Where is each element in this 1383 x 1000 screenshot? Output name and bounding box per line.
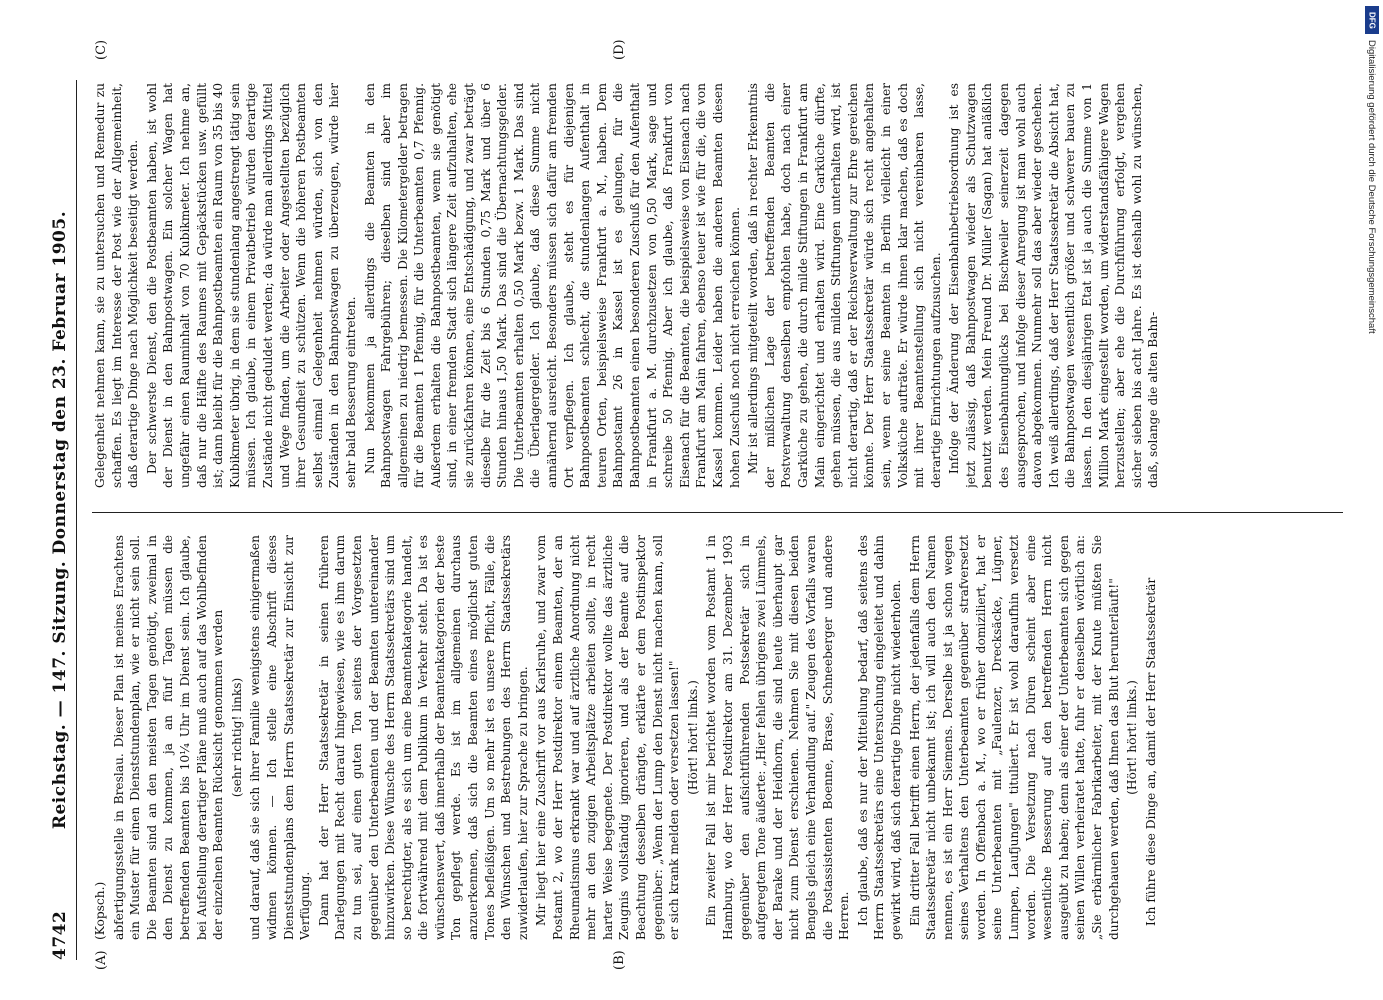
paragraph: Ich glaube, daß es nur der Mitteilung bedarf, daß seitens des Herrn Staatssekretärs eine Untersuchung eingeleitet und dahin gewirkt wird, daß sich derartige Dinge nicht wiederholen. — [855, 535, 903, 940]
margin-mark-b: (B) — [612, 950, 627, 970]
paragraph: Ich führe diese Dinge an, damit der Herr Staatssekretär — [1143, 577, 1158, 926]
paragraph: Infolge der Änderung der Eisenbahnbetriebsordnung ist es jetzt zulässig, daß Bahnpostwagen wieder als Schutzwagen benutzt werden. Mein Freund Dr. Müller (Sagan) hat anläßlich des Eisenbahnunglücks bei Bischweiler seinerzeit dagegen ausgesprochen, und infolge dieser Anregung ist man wohl auch davon abgekommen. Nunmehr soll das aber wieder geschehen. Ich weiß allerdings, daß der Herr Staatssekretär die Absicht hat, die Bahnpostwagen wesentlich größer und schwerer bauen zu lassen. In den diesjährigen Etat ist ja auch die Summe von 1 Million Mark eingestellt worden, um widerstandsfähigere Wagen herzustellen; aber ehe die Durchführung erfolgt, vergehen sicher sieben bis acht Jahre. Es ist deshalb wohl zu wünschen, daß, solange die alten Bahn- — [947, 83, 1161, 488]
paragraph: Nun bekommen ja allerdings die Beamten in den Bahnpostwagen Fahrgebühren; dieselben sind aber im allgemeinen zu niedrig bemessen. Die Kilometergelder betragen für die Beamten 1 Pfennig, für die Unterbeamten 0,7 Pfennig. Außerdem erhalten die Bahnpostbeamten, wenn sie genötigt sind, in einer fremden Stadt sich längere Zeit aufzuhalten, ehe sie zurückfahren können, eine Entschädigung, und zwar beträgt dieselbe für die Zeit bis 6 Stunden 0,75 Mark und über 6 Stunden hinaus 1,50 Mark. Das sind die Übernachtungsgelder. Die Unterbeamten erhalten 0,50 Mark bezw. 1 Mark. Das sind die Überlagergelder. Ich glaube, daß diese Summe nicht annähernd ausreicht. Besonders müssen sich dafür am fremden Ort verpflegen. Ich glaube, steht es für diejenigen Bahnpostbeamten schlecht, die stundenlangen Aufenthalt in teuren Orten, beispielsweise Frankfurt a. M., haben. Dem Bahnpostamt 26 in Kassel ist es gelungen, für die Bahnpostbeamten einen besonderen Zuschuß für den Aufenthalt in Frankfurt a. M. durchzusetzen von 0,50 Mark, sage und schreibe 50 Pfennig. Aber ich glaube, daß Frankfurt von Eisenach für die Beamten, die beispielsweise von Eisenach nach Frankfurt am Main fahren, ebenso teuer ist wie für die, die von Kassel kommen. Leider haben die anderen Beamten diesen hohen Zuschuß noch nicht erreichen können. — [362, 83, 742, 488]
speaker-name: (Kopsch.) — [93, 881, 107, 940]
column-divider — [92, 512, 1343, 513]
paragraph: Ein dritter Fall betrifft einen Herrn, der jedenfalls dem Herrn Staatssekretär nicht unbekannt ist; ich will auch den Namen nennen, es ist ein Herr Siemens. Derselbe ist ja schon wegen seines Verhaltens den Unterbeamten gegenüber strafversetzt worden. In Offenbach a. M., wo er früher domiziliert, hat er seine Unterbeamten mit „Faulenzer, Drecksäcke, Lügner, Lumpen, Laufjungen" tituliert. Er ist wohl daraufhin versetzt worden. Die Versetzung nach Düren scheint aber eine wesentliche Besserung auf den betreffenden Herrn nicht ausgeübt zu haben; denn als einer der Unterbeamten sich gegen seinen Willen verheiratet hatte, fuhr er denselben wörtlich an: „Sie erbärmlicher Fabrikarbeiter, mit der Knute müßten Sie durchgehauen werden, daß Ihnen das Blut herunterläuft!" — [907, 535, 1121, 940]
margin-mark-a: (A) — [94, 950, 109, 970]
left-column — [92, 535, 1341, 940]
interjection: (sehr richtig! links) — [229, 677, 244, 798]
rotated-page — [0, 40, 1383, 1000]
paragraph: Gelegenheit nehmen kann, sie zu untersuchen und Remedur zu schaffen. Es liegt im Interesse der Post wie der Allgemeinheit, daß derartige Dinge nach Möglichkeit beseitigt werden. — [93, 83, 141, 488]
credit-text: Digitalisierung gefördert durch die Deutsche Forschungsgemeinschaft — [1366, 40, 1377, 334]
paragraph: Mir liegt hier eine Zuschrift vor aus Karlsruhe, und zwar vom Postamt 2, wo der Herr Postdirektor einem Beamten, der an Rheumatismus erkrankt war und auf ärztliche Anordnung nicht mehr an den zugigen Arbeitsplätze arbeiten sollte, in recht harter Weise begegnete. Der Postdirektor wollte das ärztliche Zeugnis vollständig ignorieren, und als der Beamte auf die Beachtung desselben drängte, erklärte er dem Postinspektor gegenüber: „Wenn der Lump den Dienst nicht machen kann, soll er sich krank melden oder versetzen lassen!" — [534, 535, 682, 940]
header-title: Reichstag. — 147. Sitzung. Donnerstag den 23. Februar 1905. — [50, 210, 70, 830]
margin-mark-c: (C) — [94, 39, 109, 60]
paragraph: Mir ist allerdings mitgeteilt worden, daß in rechter Erkenntnis der mißlichen Lage der betreffenden Beamten die Postverwaltung denselben empfohlen habe, doch nach einer Garküche zu gehen, die durch milde Stiftungen in Frankfurt am Main eingerichtet und erhalten wird. Eine Garküche dürfte, gehen müssen, die aus milden Stiftungen unterhalten wird, ist nicht derartig, daß er der Reichsverwaltung zur Ehre gereichen könnte. Der Herr Staatssekretär würde sich recht angehalten sein, wenn er seine Beamten in Berlin vielleicht in einer Volksküche aufträte. Er würde ihnen klar machen, daß es doch mit ihrer Beamtenstellung sich nicht vereinbaren lasse, derartige Einrichtungen aufzusuchen. — [746, 83, 943, 488]
paragraph: Dann hat der Herr Staatssekretär in seinen früheren Darlegungen mit Recht darauf hingewiesen, wie es ihm darum zu tun sei, auf einen guten Ton seitens der Vorgesetzten gegenüber den Unterbeamten und der Beamten untereinander hinzuwirken. Diese Wünsche des Herrn Staatssekretärs sind um so berechtigter, als es sich um eine Beamtenkategorie handelt, die fortwährend mit dem Publikum in Verkehr steht. Da ist es wünschenswert, daß innerhalb der Beamtenkategorien der beste Ton gepflegt werde. Es ist im allgemeinen durchaus anzuerkennen, daß sich die Beamten eines möglichst guten Tones befleißigen. Um so mehr ist es unsere Pflicht, Fälle, die den Wünschen und Bestrebungen des Herrn Staatssekretärs zuwiderlaufen, hier zur Sprache zu bringen. — [316, 535, 530, 940]
paragraph: und darauf, daß sie sich ihrer Familie wenigstens einigermaßen widmen können. — Ich stelle eine Abschrift dieses Dienststundenplans dem Herrn Staatssekretär zur Einsicht zur Verfügung. — [248, 535, 313, 940]
page-header — [44, 80, 77, 960]
paragraph: Ein zweiter Fall ist mir berichtet worden vom Postamt 1 in Hamburg, wo der Herr Postdirektor am 31. Dezember 1903 gegenüber den aufsichtführenden Postsekretär sich in aufgeregtem Tone äußerte: „Hier fehlen übrigens zwei Lümmels, der Barake und der Heidhorn, die sind heute überhaupt gar nicht zum Dienst erschienen. Nehmen Sie mit diesen beiden Bengels gleich eine Verhandlung auf." Zeugen des Vorfalls waren die Postassistenten Boenne, Brase, Schneeberger und andere Herren. — [704, 535, 852, 940]
margin-mark-d: (D) — [612, 39, 627, 60]
paragraph: abfertigungsstelle in Breslau. Dieser Plan ist meines Erachtens ein Muster für einen Dienststundenplan, wie er nicht sein soll. Die Beamten sind an den meisten Tagen genötigt, zweimal in den Dienst zu kommen, ja an fünf Tagen müssen die betreffenden Beamten bis 10¼ Uhr im Dienst sein. Ich glaube, bei Aufstellung derartiger Pläne muß auch auf das Wohlbefinden der einzelnen Beamten Rücksicht genommen werden — [111, 535, 226, 940]
paragraph: Der schwerste Dienst, den die Postbeamten haben, ist wohl der Dienst in den Bahnpostwagen. Ein solcher Wagen hat ungefähr einen Rauminhalt von 70 Kubikmeter. Ich nehme an, daß nur die Hälfte des Raumes mit Gepäckstücken usw. gefüllt ist; dann bleibt für die Bahnpostbeamten ein Raum von 35 bis 40 Kubikmeter übrig, in dem sie stundenlang angestrengt tätig sein müssen. Ich glaube, in einem Privatbetrieb würden derartige Zustände nicht geduldet werden; da würde man allerdings Mittel und Wege finden, um die Arbeiter oder Angestellten bezüglich ihrer Gesundheit zu schützen. Wenn die höheren Postbeamten selbst einmal Gelegenheit nehmen würden, sich von den Zuständen in den Bahnpostwagen zu überzeugen, würde hier sehr bald Besserung eintreten. — [144, 83, 358, 488]
interjection: (Hört! hört! links.) — [685, 680, 700, 795]
interjection: (Hört! hört! links.) — [1125, 680, 1140, 795]
dfg-logo: DFG — [1365, 6, 1379, 34]
credit-strip — [1361, 0, 1383, 1000]
right-column — [92, 83, 1341, 488]
page-number: 4742 — [50, 910, 70, 960]
